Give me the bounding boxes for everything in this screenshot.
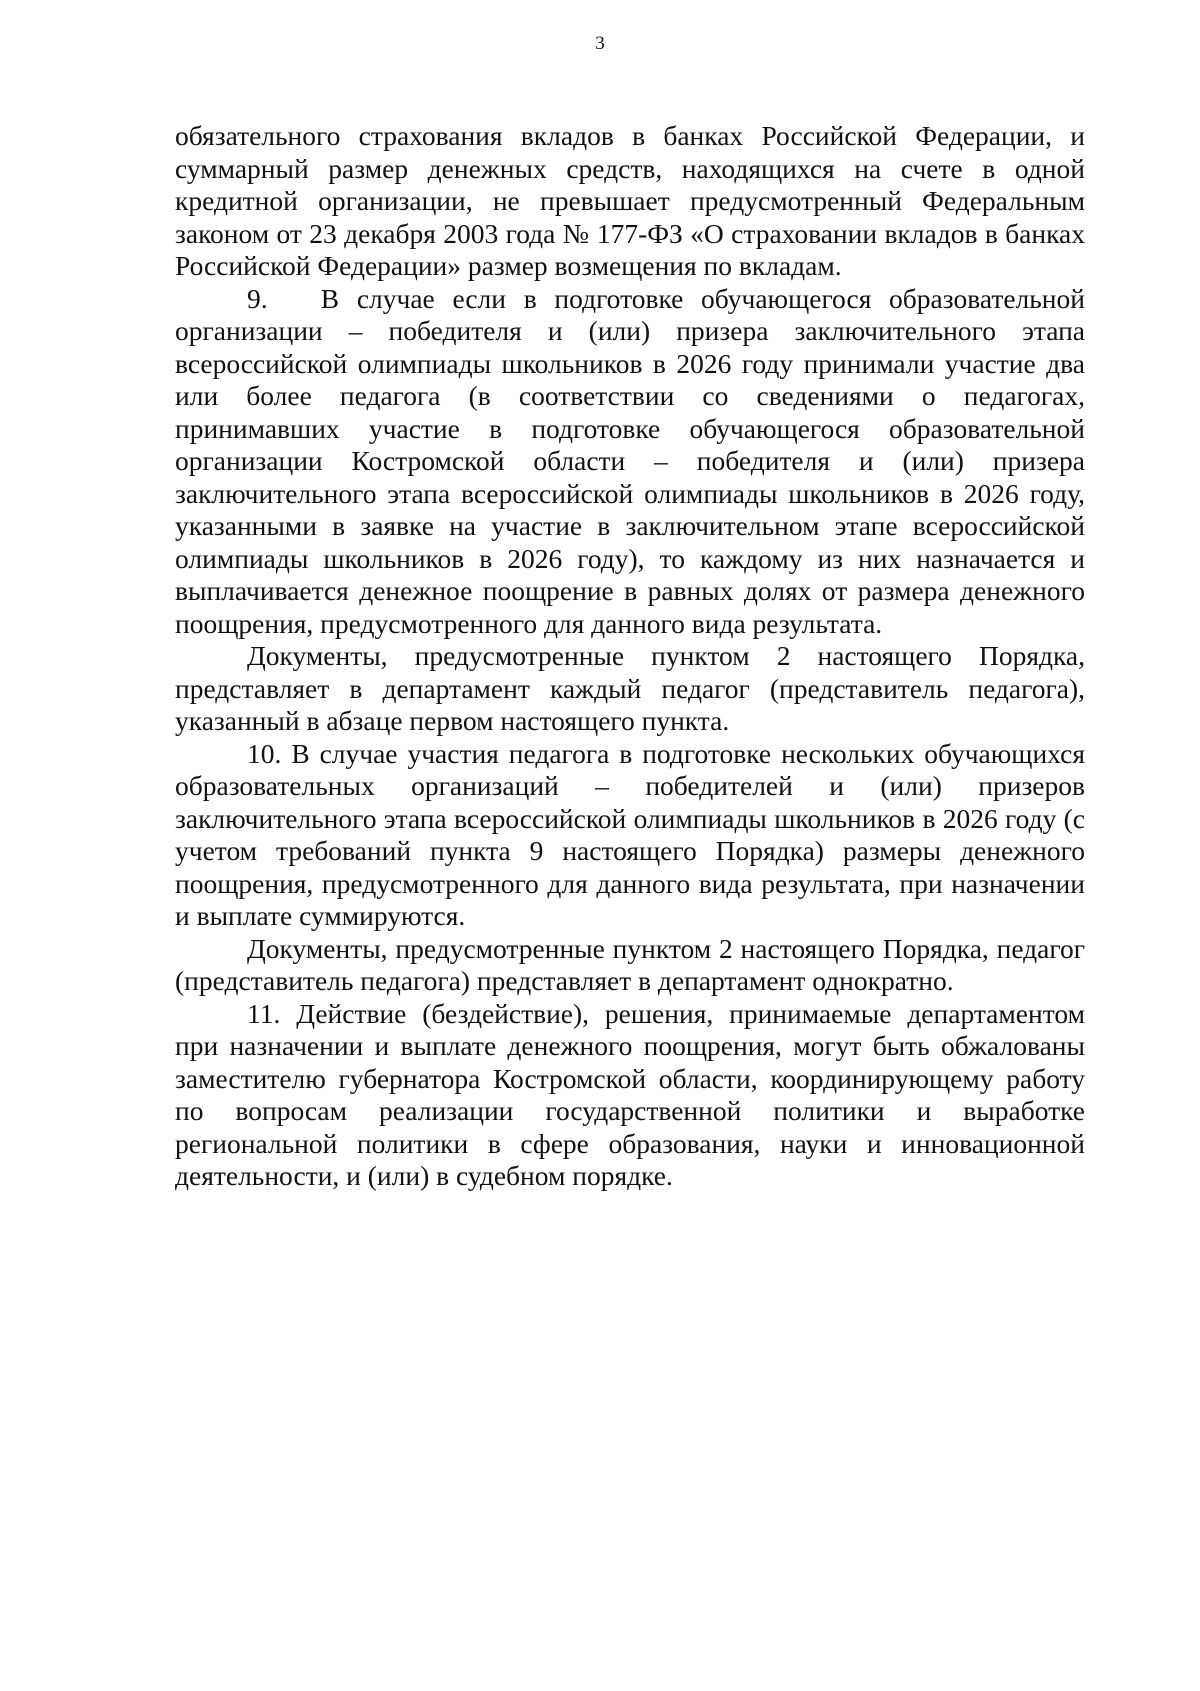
page-number: 3 bbox=[595, 33, 605, 54]
paragraph-continuation: обязательного страхования вкладов в банках Российской Федерации, и суммарный размер денежных средств, находящихся на счете в одной кредитной организации, не превышает предусмотренный Федеральным законом от 23 декабря 2003 года № 177-ФЗ «О страховании вкладов в банках Российской Федерации» размер возмещения по вкладам. bbox=[175, 120, 1085, 281]
paragraph-item-10-documents: Документы, предусмотренные пунктом 2 настоящего Порядка, педагог (представитель педагога) представляет в департамент однократно. bbox=[175, 932, 1085, 996]
document-body bbox=[175, 120, 1085, 1193]
paragraph-item-9: 9. В случае если в подготовке обучающегося образовательной организации – победителя и (или) призера заключительного этапа всероссийской олимпиады школьников в 2026 году принимали участие два или более педагога (в соответствии со сведениями о педагогах, принимавших участие в подготовке обучающегося образовательной организации Костромской области – победителя и (или) призера заключительного этапа всероссийской олимпиады школьников в 2026 году, указанными в заявке на участие в заключительном этапе всероссийской олимпиады школьников в 2026 году), то каждому из них назначается и выплачивается денежное поощрение в равных долях от размера денежного поощрения, предусмотренного для данного вида результата. bbox=[175, 282, 1085, 639]
paragraph-item-9-documents: Документы, предусмотренные пунктом 2 настоящего Порядка, представляет в департамент каждый педагог (представитель педагога), указанный в абзаце первом настоящего пункта. bbox=[175, 640, 1085, 736]
paragraph-item-10: 10. В случае участия педагога в подготовке нескольких обучающихся образовательных организаций – победителей и (или) призеров заключительного этапа всероссийской олимпиады школьников в 2026 году (с учетом требований пункта 9 настоящего Порядка) размеры денежного поощрения, предусмотренного для данного вида результата, при назначении и выплате суммируются. bbox=[175, 737, 1085, 931]
paragraph-item-11: 11. Действие (бездействие), решения, принимаемые департаментом при назначении и выплате денежного поощрения, могут быть обжалованы заместителю губернатора Костромской области, координирующему работу по вопросам реализации государственной политики и выработке региональной политики в сфере образования, науки и инновационной деятельности, и (или) в судебном порядке. bbox=[175, 997, 1085, 1191]
